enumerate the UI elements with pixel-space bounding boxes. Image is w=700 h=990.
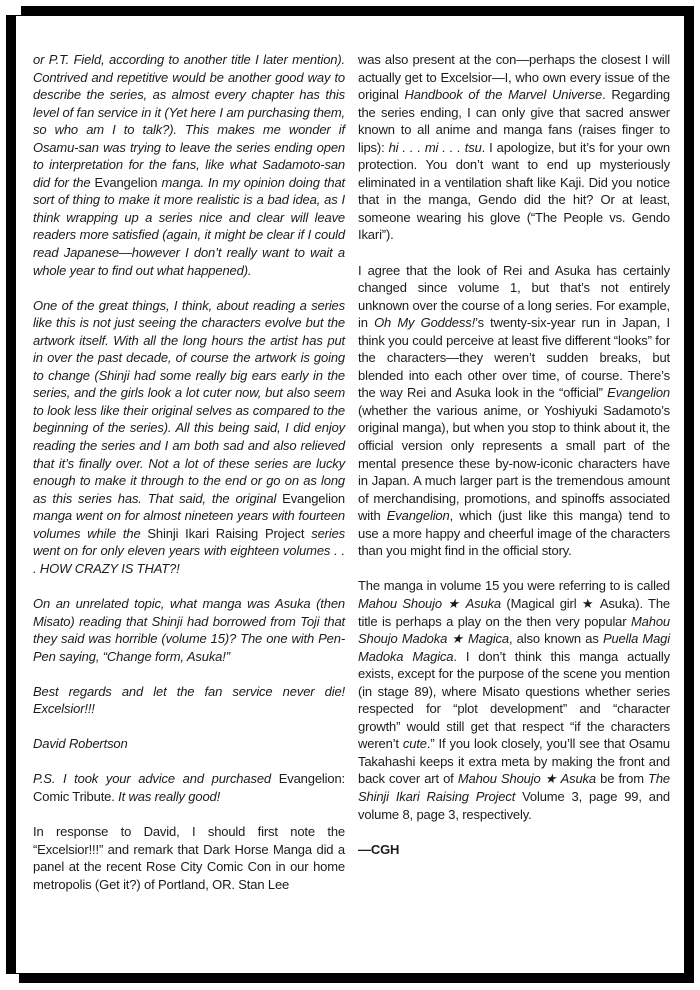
text-segment: The manga in volume 15 you were referring to is called [358, 578, 670, 594]
paragraph [358, 577, 670, 823]
page-border-right [684, 6, 694, 983]
paragraph [33, 770, 345, 805]
text-segment: , also known as [508, 631, 603, 647]
text-segment: manga. In my opinion doing that sort of thing to make it more realistic is a bad idea, as I think wrapping up a series nice and clear will leave readers more satisfied (again, it might be clear if I could read Japanese—however I don’t really want to wait a whole year to find out what happened). [33, 174, 345, 278]
text-segment: manga went on for almost nineteen years with fourteen volumes while the [33, 508, 345, 541]
text-segment: I agree that the look of Rei and Asuka has certainly changed since volume 1, but that’s not entirely unknown over the course of a long series. For example, in [358, 262, 671, 331]
text-segment: ’s twenty-six-year run in Japan, I think you could perceive at least five different “looks” for the characters—they weren’t sudden breaks, but blended into each other over time, of course. There’s the way Rei and Asuka look in the “official” [358, 315, 671, 401]
text-segment: .” If you look closely, you’ll see that Osamu Takahashi keeps it extra meta by making the front and back cover art of [358, 736, 671, 787]
text-segment: Evangelion: Comic Tribute. [33, 771, 345, 804]
text-segment: It was really good! [114, 788, 221, 804]
paragraph [358, 841, 670, 859]
text-segment: Shinji Ikari Raising Project [147, 525, 305, 541]
paragraph [33, 51, 345, 279]
text-segment: , which (just like this manga) tend to use a more happy and cheerful image of the characters than you might find in the official story. [358, 508, 670, 559]
text-segment: —CGH [358, 841, 400, 857]
reader-letter-column [33, 51, 345, 893]
text-segment: Evangelion [607, 385, 670, 401]
text-segment: Best regards and let the fan service never die! Excelsior!!! [33, 683, 345, 717]
paragraph [33, 735, 345, 753]
paragraph [33, 297, 345, 578]
text-segment: The Shinji Ikari Raising Project [358, 771, 670, 804]
text-segment: Evangelion [94, 174, 158, 190]
border-gap-top-left [0, 0, 21, 15]
paragraph [33, 683, 345, 718]
paragraph [33, 823, 345, 893]
text-segment: Puella Magi Madoka Magica [358, 631, 670, 664]
text-segment: On an unrelated topic, what manga was Asuka (then Misato) reading that Shinji had borrowed from Toji that they said was horrible (volume 15)? The one with Pen-Pen saying, “Change form, Asuka!” [33, 595, 345, 664]
paragraph [33, 595, 345, 665]
text-segment: hi . . . mi . . . tsu [388, 139, 482, 155]
text-segment: Mahou Shoujo ★ Asuka [358, 595, 502, 611]
text-segment: Mahou Shoujo ★ Asuka [457, 771, 596, 787]
paragraph [358, 262, 670, 560]
text-segment: be from [595, 771, 649, 787]
text-segment: . I apologize, but it’s for your own protection. You don’t want to end up mysteriously eliminated in a ventilation shaft like Kaji. Did you notice that in the manga, Gendo did the hit? Or at least, someone wearing his glove (“The People vs. Gendo Ikari”). [358, 139, 670, 243]
text-segment: Mahou Shoujo Madoka ★ Magica [358, 613, 670, 647]
text-segment: cute [402, 736, 427, 752]
text-segment: Volume 3, page 99, and volume 8, page 3, respectively. [358, 788, 670, 822]
page-border-top [6, 6, 694, 16]
paragraph [358, 51, 670, 244]
page-border-bottom [6, 973, 694, 983]
border-gap-bottom-left [0, 974, 19, 990]
text-segment: or P.T. Field, according to another title I later mention). Contrived and repetitive would be another good way to describe the series, as almost every chapter has this level of fan service in it (Yet here I am purchasing them, so who am I to talk?). This makes me wonder if Osamu-san was trying to leave the series ending open to interpretation for the fans, like what Sadamoto-san did for the [33, 52, 345, 190]
text-segment: David Robertson [33, 736, 128, 752]
text-segment: Evangelion [386, 508, 450, 524]
text-segment: . Regarding the series ending, I can only give that sacred answer known to all anime and manga fans (raises finger to lips): [358, 87, 670, 155]
text-segment: (whether the various anime, or Yoshiyuki Sadamoto’s original manga), but when you stop to think about it, the official version only represents a small part of the mental presence these by-now-iconic characters have in Japan. A much larger part is the tremendous amount of merchandising, promotions, and spinoffs associated with [358, 402, 670, 524]
text-segment: In response to David, I should first note the “Excelsior!!!” and remark that Dark Horse Manga did a panel at the recent Rose City Comic Con in our home metropolis (Get it?) of Portland, OR. Stan Lee [33, 824, 345, 892]
text-segment: Handbook of the Marvel Universe [404, 87, 603, 103]
text-segment: Oh My Goddess! [374, 315, 476, 331]
text-segment: One of the great things, I think, about reading a series like this is not just seeing the characters evolve but the artwork itself. With all the long hours the artist has put in over the past decade, of course the artwork is going to change (Shinji had some really big ears early in the series, and the girls look a lot cuter now, but also seem to look less like their original selves as compared to the beginning of the series). All this being said, I did enjoy reading the series and I am both sad and also relieved that it’s finally over. Not a lot of these series are lucky enough to make it through to the end or go on as long as this series has. That said, the original [33, 297, 345, 506]
text-segment: was also present at the con—perhaps the closest I will actually get to Excelsior—I, who own every issue of the original [358, 52, 670, 103]
text-segment: Evangelion [282, 490, 345, 506]
text-segment: series went on for only eleven years with eighteen volumes . . . HOW CRAZY IS THAT?! [33, 525, 345, 576]
text-segment: . I don’t think this manga actually exists, except for the purpose of the scene you mention (in stage 89), where Misato questions whether series respected for “plot development” and “character growth” would still get that respect “if the characters weren’t [358, 648, 670, 752]
text-segment: P.S. I took your advice and purchased [33, 771, 279, 787]
editor-reply-column [358, 51, 670, 858]
text-segment: (Magical girl ★ Asuka). The title is perhaps a play on the then very popular [358, 595, 671, 629]
page-border-left [6, 6, 16, 983]
